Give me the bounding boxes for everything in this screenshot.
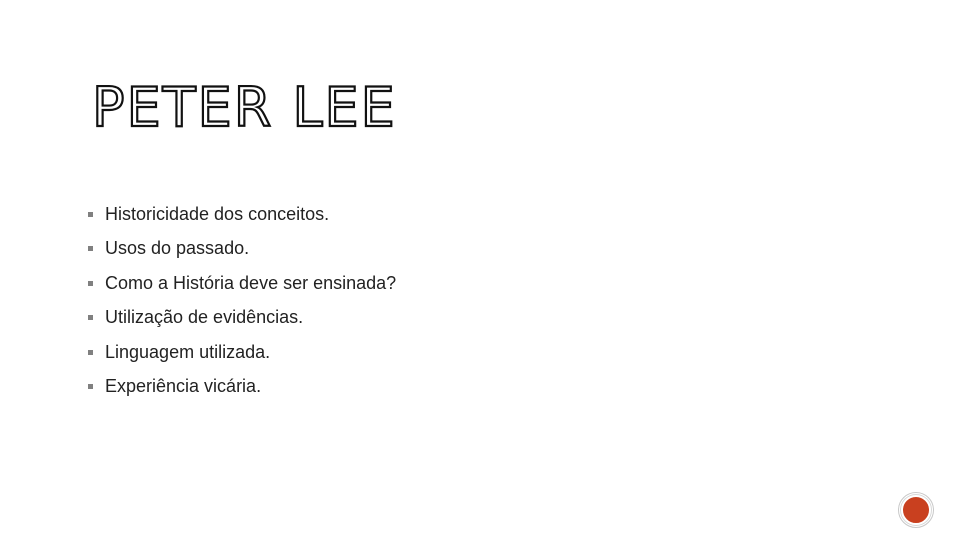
bullet-text: Historicidade dos conceitos. — [105, 203, 330, 224]
square-bullet-icon — [88, 281, 93, 286]
bullet-item — [88, 232, 396, 267]
bullet-item — [88, 266, 396, 301]
square-bullet-icon — [88, 315, 93, 320]
bullet-item — [88, 370, 396, 405]
square-bullet-icon — [88, 384, 93, 389]
bullet-item — [88, 335, 396, 370]
square-bullet-icon — [88, 212, 93, 217]
bullet-text: Usos do passado. — [105, 238, 250, 259]
square-bullet-icon — [88, 350, 93, 355]
bullet-text: Como a História deve ser ensinada? — [105, 272, 397, 293]
page-number-badge — [898, 492, 934, 528]
bullet-text: Linguagem utilizada. — [105, 341, 271, 362]
bullet-text: Utilização de evidências. — [105, 307, 304, 328]
slide-title: PETER LEE — [92, 76, 397, 139]
bullet-item — [88, 301, 396, 336]
page-number-circle-icon — [901, 495, 931, 525]
bullet-item — [88, 197, 396, 232]
bullet-text: Experiência vicária. — [105, 376, 262, 397]
bullet-list — [88, 197, 396, 404]
square-bullet-icon — [88, 246, 93, 251]
